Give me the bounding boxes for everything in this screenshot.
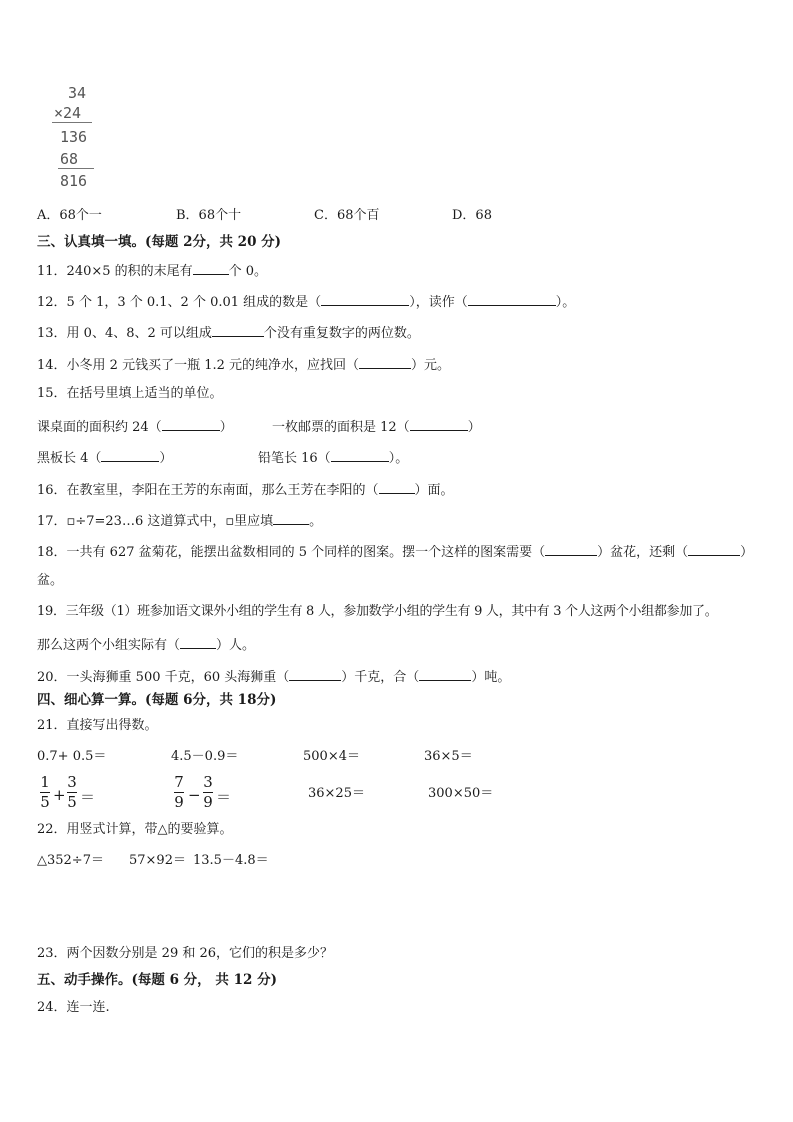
q18-blank-2[interactable] <box>688 542 740 556</box>
q15-l1-text-d: ） <box>467 420 481 435</box>
option-b: B．68个十 <box>176 208 242 223</box>
q11-blank[interactable] <box>193 261 229 275</box>
q15-l2-text-b: ） <box>159 451 173 466</box>
q12-text-b: ），读作（ <box>409 295 468 310</box>
q21-equals-2: ＝ <box>216 788 232 806</box>
question-13 <box>37 323 420 342</box>
q17-text-b: 。 <box>309 514 323 529</box>
question-16 <box>37 480 454 499</box>
calc-row-5: 816 <box>60 172 88 190</box>
q21-fraction-3-numerator: 7 <box>174 773 184 791</box>
q14-text-a: 14．小冬用 2 元钱买了一瓶 1.2 元的纯净水，应找回（ <box>37 358 360 373</box>
q21-fraction-2-numerator: 3 <box>67 773 77 791</box>
q21-fraction-4-numerator: 3 <box>203 773 213 791</box>
q21-fraction-1 <box>40 774 50 811</box>
q21-expr-3: 500×4＝ <box>303 749 360 764</box>
q15-l2-text-c: 铅笔长 16（ <box>258 451 331 466</box>
q20-text-a: 20．一头海狮重 500 千克，60 头海狮重（ <box>37 670 290 685</box>
q22-expr-2: 57×92＝ <box>129 853 186 868</box>
q15-l2-text-a: 黑板长 4（ <box>37 451 102 466</box>
q15-item-4 <box>258 448 408 467</box>
q13-text-a: 13．用 0、4、8、2 可以组成 <box>37 326 212 341</box>
q12-blank-2[interactable] <box>468 292 556 306</box>
q16-text-b: ）面。 <box>414 483 454 498</box>
calc-row-4: 68 <box>60 150 79 168</box>
q19-blank[interactable] <box>180 635 216 649</box>
q21-fraction-3 <box>174 774 184 811</box>
calc-rule-1 <box>52 122 92 123</box>
q20-text-b: ）千克，合（ <box>341 670 420 685</box>
q15-item-2 <box>272 417 481 436</box>
question-18 <box>37 542 753 561</box>
calc-rule-2 <box>58 168 94 169</box>
q21-equals-1: ＝ <box>80 788 96 806</box>
q17-blank[interactable] <box>273 511 309 525</box>
q21-plus-sign: + <box>53 786 66 804</box>
q18-blank-1[interactable] <box>545 542 597 556</box>
q13-text-b: 个没有重复数字的两位数。 <box>263 326 420 341</box>
q15-blank-3[interactable] <box>101 448 159 462</box>
q18-continuation: 盆。 <box>37 573 64 588</box>
q15-title: 15．在括号里填上适当的单位。 <box>37 386 223 401</box>
q14-text-b: ）元。 <box>411 358 451 373</box>
q15-l1-text-c: 一枚邮票的面积是 12（ <box>272 420 410 435</box>
q21-expr-1: 0.7+ 0.5＝ <box>37 749 107 764</box>
q21-fraction-3-denominator: 9 <box>174 793 184 811</box>
q19-text-b: 那么这两个小组实际有（ <box>37 638 181 653</box>
calc-row-1: 34 <box>68 84 87 102</box>
q21-fraction-1-denominator: 5 <box>40 793 50 811</box>
q21-expr-4: 36×5＝ <box>424 749 473 764</box>
q19-continuation <box>37 635 255 654</box>
q16-blank[interactable] <box>379 480 415 494</box>
q13-blank[interactable] <box>212 323 264 337</box>
q22-expr-3: 13.5－4.8＝ <box>193 853 269 868</box>
q15-blank-4[interactable] <box>331 448 389 462</box>
question-12 <box>37 292 575 311</box>
q15-item-3 <box>37 448 172 467</box>
q21-title: 21．直接写出得数。 <box>37 718 158 733</box>
q15-l1-text-b: ） <box>219 420 233 435</box>
q21-expr-2: 4.5－0.9＝ <box>171 749 239 764</box>
section3-heading: 三、认真填一填。(每题 2分，共 20 分) <box>37 234 282 250</box>
q22-title: 22．用竖式计算，带△的要验算。 <box>37 822 233 837</box>
q21-expr-5: 36×25＝ <box>308 786 365 801</box>
q14-blank[interactable] <box>359 355 411 369</box>
calc-row-3: 136 <box>60 128 88 146</box>
option-d: D．68 <box>452 208 492 223</box>
q15-blank-1[interactable] <box>162 417 220 431</box>
q15-item-1 <box>37 417 233 436</box>
q16-text-a: 16．在教室里，李阳在王芳的东南面，那么王芳在李阳的（ <box>37 483 379 498</box>
vertical-multiplication <box>50 84 110 194</box>
question-11 <box>37 261 267 280</box>
option-c: C．68个百 <box>314 208 380 223</box>
q21-fraction-2-denominator: 5 <box>67 793 77 811</box>
q19-text-c: ）人。 <box>216 638 256 653</box>
q18-text-a: 18．一共有 627 盆菊花，能摆出盆数相同的 5 个同样的图案。摆一个这样的图案需要（ <box>37 545 546 560</box>
q11-text-a: 11．240×5 的积的末尾有 <box>37 264 193 279</box>
q21-fraction-4-denominator: 9 <box>203 793 213 811</box>
q12-text-a: 12．5 个 1，3 个 0.1、2 个 0.01 组成的数是（ <box>37 295 322 310</box>
option-a: A．68个一 <box>37 208 102 223</box>
calc-row-2: ×24 <box>54 104 82 122</box>
question-17 <box>37 511 322 530</box>
q21-fraction-2 <box>67 774 77 811</box>
q11-text-b: 个 0。 <box>228 264 268 279</box>
section5-heading: 五、动手操作。(每题 6 分， 共 12 分) <box>37 972 277 988</box>
q12-blank-1[interactable] <box>321 292 409 306</box>
q21-fraction-1-numerator: 1 <box>40 773 50 791</box>
q20-text-c: ）吨。 <box>471 670 511 685</box>
q21-expr-6: 300×50＝ <box>428 786 494 801</box>
q20-blank-1[interactable] <box>289 667 341 681</box>
q15-l1-text-a: 课桌面的面积约 24（ <box>37 420 162 435</box>
question-20 <box>37 667 510 686</box>
q18-text-b: ）盆花，还剩（ <box>597 545 689 560</box>
question-24: 24．连一连. <box>37 1000 110 1015</box>
q21-minus-sign: − <box>188 786 201 804</box>
q18-text-c: ） <box>740 545 754 560</box>
q12-text-c: ）。 <box>555 295 576 310</box>
q15-blank-2[interactable] <box>410 417 468 431</box>
q15-l2-text-d: ）。 <box>388 451 409 466</box>
question-14 <box>37 355 450 374</box>
q17-text-a: 17．▫÷7=23…6 这道算式中，▫里应填 <box>37 514 274 529</box>
q21-fraction-4 <box>203 774 213 811</box>
q20-blank-2[interactable] <box>419 667 471 681</box>
section4-heading: 四、细心算一算。(每题 6分，共 18分) <box>37 692 277 708</box>
q22-expr-1: △352÷7＝ <box>37 853 104 868</box>
question-23: 23．两个因数分别是 29 和 26，它们的积是多少？ <box>37 946 334 961</box>
question-19: 19．三年级（1）班参加语文课外小组的学生有 8 人，参加数学小组的学生有 9 人，其中有 3 个人这两个小组都参加了。 <box>37 604 718 619</box>
